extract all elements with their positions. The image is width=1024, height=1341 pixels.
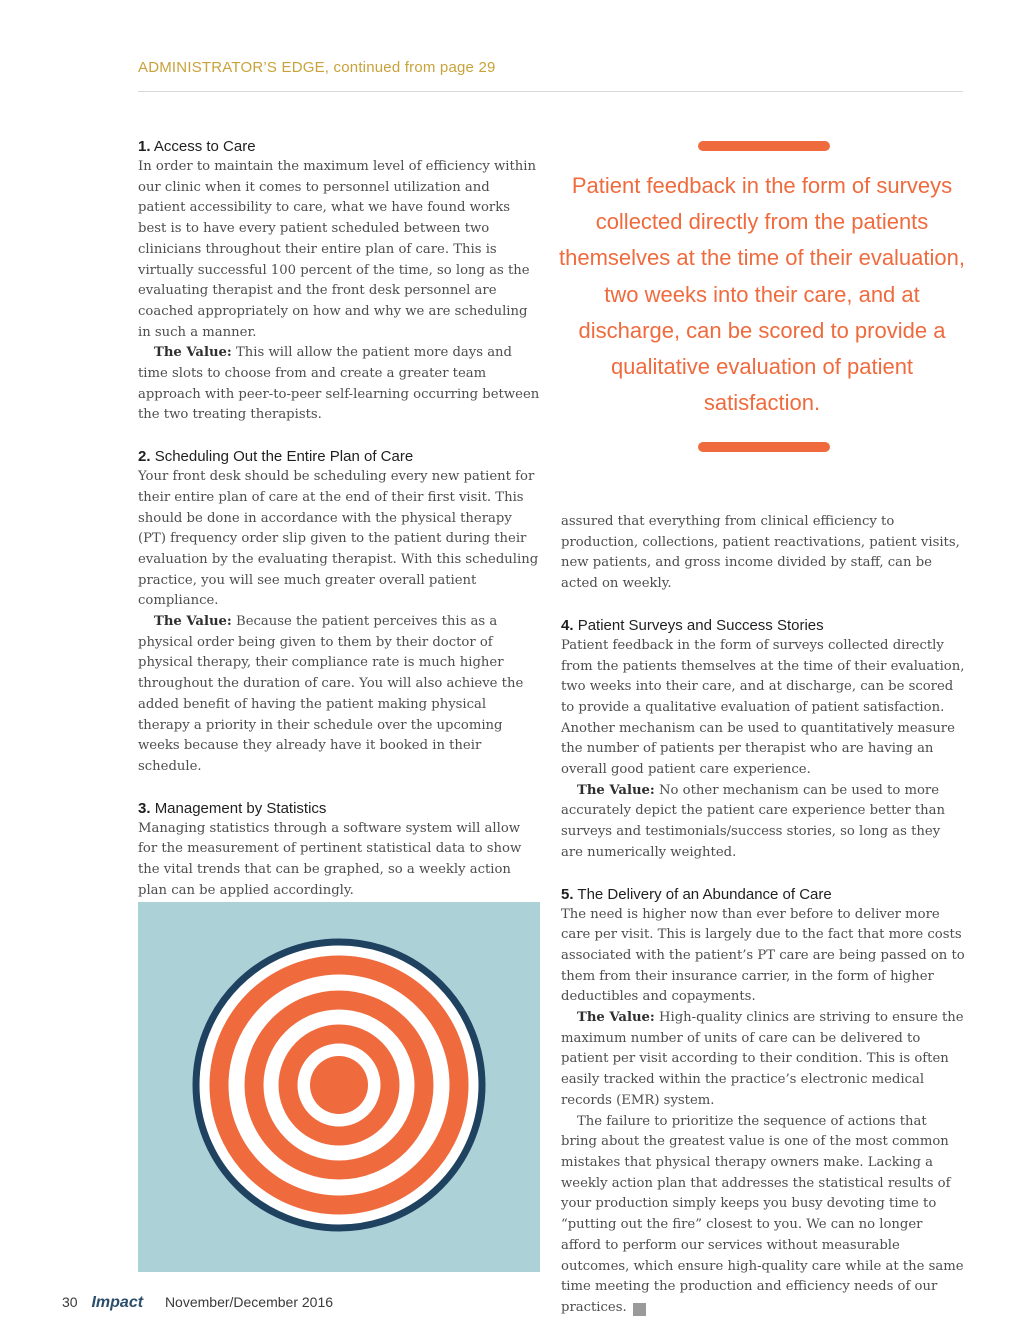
pull-quote-top-bar xyxy=(698,141,830,151)
continued-text: assured that everything from clinical efficiency to production, collections, patient reactivations, patient visits, new patients, and gross income divided by staff, can be acted on weekly. xyxy=(561,514,960,592)
value-paragraph xyxy=(561,781,965,864)
section-title: The Delivery of an Abundance of Care xyxy=(577,885,832,903)
section-body: In order to maintain the maximum level of efficiency within our clinic when it comes to personnel utilization and patient accessibility to care, what we have found works best is to have every patient scheduled between two clinicians throughout their entire plan of care. This is virtually successful 100 percent of the time, so long as the evaluating therapist and the front desk personnel are coached appropriately on how and why we are scheduling in such a manner. xyxy=(138,159,536,340)
section-number: 4. xyxy=(561,616,574,634)
pull-quote-bottom-bar xyxy=(698,442,830,452)
magazine-logo: Impact xyxy=(91,1294,144,1311)
value-label: The Value: xyxy=(577,782,655,798)
target-bullseye xyxy=(310,1056,368,1114)
left-column xyxy=(138,136,540,964)
closing-paragraph xyxy=(561,1112,965,1319)
page-number: 30 xyxy=(62,1294,78,1310)
closing-text: The failure to prioritize the sequence of actions that bring about the greatest value is one of the most common mistakes that physical therapy owners make. Lacking a weekly action plan that addresses the statistical results of your production simply keeps you busy devoting time to “putting out the fire” closest to you. We can no longer afford to perform our services without measurable outcomes, which ensure high-quality care while at the same time meeting the production and efficiency needs of our practices. xyxy=(561,1113,964,1315)
pull-quote xyxy=(558,138,966,468)
value-label: The Value: xyxy=(154,614,232,630)
section-number: 2. xyxy=(138,448,151,466)
right-column xyxy=(561,512,965,1319)
section-heading xyxy=(561,884,965,905)
section-body: Patient feedback in the form of surveys collected directly from the patients themselves at the time of their evaluation, two weeks into their care, and at discharge, can be scored to provide a qualitative evaluation of patient satisfaction. Another mechanism can be used to quantitatively measure the number of patients per therapist who are having an overall good patient care experience. xyxy=(561,637,965,778)
section-title: Patient Surveys and Success Stories xyxy=(577,616,824,634)
value-paragraph xyxy=(138,343,540,426)
section-number: 1. xyxy=(138,138,151,155)
target-illustration xyxy=(138,902,540,1272)
running-head: ADMINISTRATOR’S EDGE, continued from page 29 xyxy=(138,59,496,76)
value-text: This will allow the patient more days and time slots to choose from and create a greater team approach with peer-to-peer self-learning occurring between the two treating therapists. xyxy=(138,345,540,423)
section-heading xyxy=(138,446,540,467)
section-body: Managing statistics through a software system will allow for the measurement of pertinent statistical data to show the vital trends that can be graphed, so a weekly action plan can be applied accordingly. xyxy=(138,820,522,898)
section-number: 5. xyxy=(561,885,574,903)
value-paragraph xyxy=(561,1008,965,1112)
value-text: High-quality clinics are striving to ensure the maximum number of units of care can be delivered to patient per visit according to their condition. This is often easily tracked within the practice’s electronic medical records (EMR) system. xyxy=(561,1010,964,1108)
section-body: Your front desk should be scheduling every new patient for their entire plan of care at the end of their first visit. This should be done in accordance with the physical therapy (PT) frequency order slip given to the patient during their evaluation by the evaluating therapist. With this scheduling practice, you will see much greater overall patient compliance. xyxy=(138,469,539,609)
value-text: No other mechanism can be used to more accurately depict the patient care experience better than surveys and testimonials/success stories, so long as they are numerically weighted. xyxy=(561,782,945,860)
section-heading xyxy=(138,136,540,157)
header-divider xyxy=(138,91,963,92)
section-heading xyxy=(561,615,965,636)
section-title: Scheduling Out the Entire Plan of Care xyxy=(154,448,414,466)
section-body: The need is higher now than ever before to deliver more care per visit. This is largely due to the fact that more costs associated with the patient’s PT care are being passed on to them from their insurance carrier, in the form of higher deductibles and copayments. xyxy=(561,906,965,1005)
end-mark-icon: I xyxy=(633,1303,646,1316)
section-heading xyxy=(138,798,540,819)
pull-quote-text: Patient feedback in the form of surveys collected directly from the patients themselves at the time of their evaluation, two weeks into their care, and at discharge, can be scored to provide a qualitative evaluation of patient satisfaction. xyxy=(559,173,965,416)
target-icon xyxy=(138,902,540,1272)
issue-date: November/December 2016 xyxy=(164,1294,334,1310)
section-title: Management by Statistics xyxy=(154,799,327,817)
value-text: Because the patient perceives this as a physical order being given to them by their doctor of physical therapy, their compliance rate is much higher throughout the duration of care. You will also achieve the added benefit of having the patient making physical therapy a priority in their schedule over the upcoming weeks because they already have it booked in their schedule. xyxy=(138,614,524,774)
value-label: The Value: xyxy=(154,345,232,361)
section-number: 3. xyxy=(138,799,151,817)
page-footer xyxy=(62,1294,333,1312)
value-label: The Value: xyxy=(577,1010,655,1026)
value-paragraph xyxy=(138,612,540,778)
section-title: Access to Care xyxy=(153,138,256,155)
